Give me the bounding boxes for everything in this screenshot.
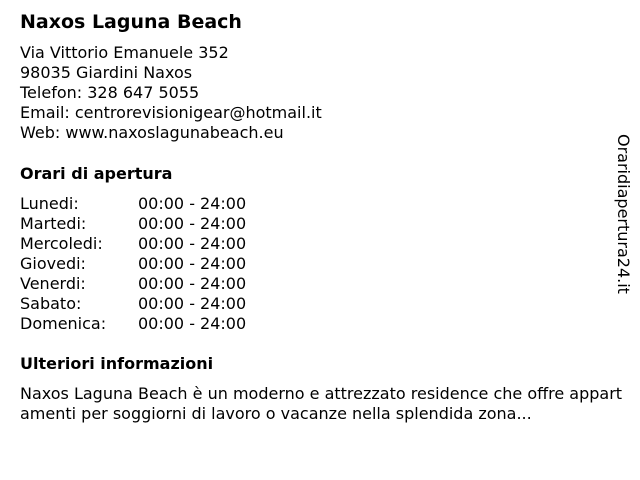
email-address: Email: centrorevisionigear@hotmail.it xyxy=(20,103,322,122)
business-description: Naxos Laguna Beach è un moderno e attrezzato residence che offre appartamenti per soggiorni di lavoro o vacanze nella splendida zona... xyxy=(20,384,623,423)
day-label: Sabato: xyxy=(20,294,82,313)
day-label: Giovedi: xyxy=(20,254,86,273)
hours-row-thursday xyxy=(20,254,280,274)
opening-hours-heading: Orari di apertura xyxy=(20,164,173,183)
hours-row-wednesday xyxy=(20,234,280,254)
time-range: 00:00 - 24:00 xyxy=(138,294,247,313)
time-range: 00:00 - 24:00 xyxy=(138,234,247,253)
time-range: 00:00 - 24:00 xyxy=(138,194,247,213)
opening-hours-table xyxy=(20,194,280,334)
hours-row-tuesday xyxy=(20,214,280,234)
day-label: Venerdi: xyxy=(20,274,86,293)
address-city: 98035 Giardini Naxos xyxy=(20,63,193,82)
time-range: 00:00 - 24:00 xyxy=(138,274,247,293)
day-label: Domenica: xyxy=(20,314,107,333)
day-label: Martedi: xyxy=(20,214,87,233)
hours-row-saturday xyxy=(20,294,280,314)
business-name: Naxos Laguna Beach xyxy=(20,11,242,33)
hours-row-sunday xyxy=(20,314,280,334)
phone-number: Telefon: 328 647 5055 xyxy=(20,83,200,102)
time-range: 00:00 - 24:00 xyxy=(138,214,247,233)
more-info-heading: Ulteriori informazioni xyxy=(20,354,214,373)
contact-info xyxy=(20,43,322,143)
time-range: 00:00 - 24:00 xyxy=(138,254,247,273)
website: Web: www.naxoslagunabeach.eu xyxy=(20,123,284,142)
site-watermark: Oraridiapertura24.it xyxy=(614,134,633,294)
hours-row-friday xyxy=(20,274,280,294)
day-label: Mercoledi: xyxy=(20,234,103,253)
hours-row-monday xyxy=(20,194,280,214)
day-label: Lunedi: xyxy=(20,194,79,213)
time-range: 00:00 - 24:00 xyxy=(138,314,247,333)
address-street: Via Vittorio Emanuele 352 xyxy=(20,43,229,62)
